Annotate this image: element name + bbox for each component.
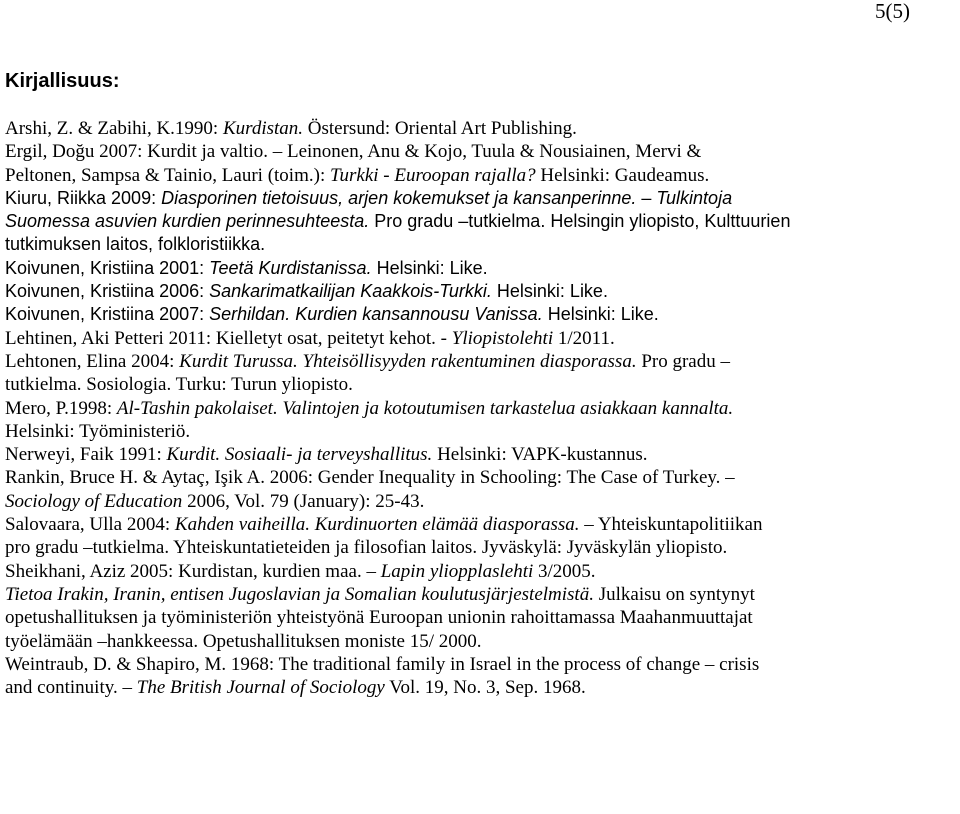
reference-text: – (636, 187, 657, 208)
reference-entry (5, 327, 960, 350)
reference-title-text: Kurdit Turussa. Yhteisöllisyyden rakentuminen diasporassa. (179, 350, 637, 372)
reference-line (5, 630, 960, 653)
reference-text: Sheikhani, Aziz 2005: Kurdistan, kurdien maa. – (5, 560, 381, 582)
reference-line (5, 280, 960, 303)
reference-text: opetushallituksen ja työministeriön yhteistyönä Euroopan unionin rahoittamassa Maahanmuuttajat (5, 607, 753, 629)
reference-title-text: Turkki - Euroopan rajalla? (329, 164, 536, 186)
reference-text: tutkielma. Sosiologia. Turku: Turun yliopisto. (5, 374, 353, 396)
reference-line (5, 536, 960, 559)
reference-text: and continuity. – (5, 677, 137, 699)
reference-title-text: Kurdistan. (222, 118, 304, 139)
reference-line (5, 187, 960, 210)
reference-text: Helsinki: VAPK-kustannus. (432, 444, 648, 466)
reference-entry (5, 257, 960, 280)
reference-text: Lehtonen, Elina 2004: (5, 350, 180, 372)
reference-title-text: Sociology of Education (5, 490, 183, 512)
reference-text: Östersund: Oriental Art Publishing. (303, 118, 577, 139)
reference-line (5, 606, 960, 629)
reference-title-text: Kurdit. Sosiaali- ja terveyshallitus. (166, 444, 433, 466)
reference-line (5, 164, 960, 187)
reference-title-text: Teetä Kurdistanissa. (209, 257, 372, 278)
reference-title-text: The British Journal of Sociology (136, 677, 385, 699)
reference-entry (5, 513, 960, 560)
reference-line (5, 466, 960, 489)
reference-line (5, 583, 960, 606)
reference-entry (5, 117, 960, 140)
reference-text: Helsinki: Työministeriö. (5, 420, 191, 442)
reference-line (5, 257, 960, 280)
reference-text: Peltonen, Sampsa & Tainio, Lauri (toim.): (5, 164, 330, 186)
reference-text: Vol. 19, No. 3, Sep. 1968. (384, 677, 586, 699)
reference-text: Salovaara, Ulla 2004: (5, 514, 175, 536)
reference-text: Koivunen, Kristiina 2007: (5, 304, 210, 325)
reference-line (5, 443, 960, 466)
reference-entry (5, 397, 960, 444)
reference-title-text: Al-Tashin pakolaiset. Valintojen ja kotoutumisen tarkastelua asiakkaan kannalta. (116, 397, 734, 419)
reference-entry (5, 280, 960, 303)
reference-line (5, 327, 960, 350)
page-title: Kirjallisuus: (5, 70, 120, 92)
reference-entry (5, 350, 960, 397)
reference-line (5, 653, 960, 676)
reference-line (5, 676, 960, 699)
reference-text: Ergil, Doğu 2007: Kurdit ja valtio. – Leinonen, Anu & Kojo, Tuula & Nousiainen, Mervi & (5, 141, 702, 163)
reference-text: Julkaisu on syntynyt (593, 583, 755, 605)
reference-line (5, 513, 960, 536)
reference-line (5, 490, 960, 513)
reference-title-text: Lapin yliopplaslehti (380, 560, 534, 582)
reference-entry (5, 443, 960, 466)
reference-text: Koivunen, Kristiina 2001: (5, 257, 210, 278)
reference-line (5, 350, 960, 373)
reference-text: Weintraub, D. & Shapiro, M. 1968: The traditional family in Israel in the process of change – crisis (5, 653, 760, 675)
reference-title-text: Sankarimatkailijan Kaakkois-Turkki. (209, 281, 492, 302)
reference-text: Koivunen, Kristiina 2006: (5, 281, 210, 302)
reference-text: Helsinki: Like. (491, 281, 608, 302)
reference-line (5, 560, 960, 583)
reference-entry (5, 187, 960, 257)
reference-title-text: Serhildan. Kurdien kansannousu Vanissa. (209, 304, 543, 325)
reference-title-text: Kahden vaiheilla. Kurdinuorten elämää diasporassa. (174, 514, 580, 536)
reference-text: Helsinki: Like. (542, 304, 659, 325)
reference-text: pro gradu –tutkielma. Yhteiskuntatieteiden ja filosofian laitos. Jyväskylä: Jyväskylän yliopisto. (5, 537, 728, 559)
reference-line (5, 420, 960, 443)
reference-text: 2006, Vol. 79 (January): 25-43. (182, 490, 425, 512)
reference-list (5, 117, 960, 699)
reference-text: työelämään –hankkeessa. Opetushallituksen moniste 15/ 2000. (5, 630, 482, 652)
reference-line (5, 140, 960, 163)
reference-text: Nerweyi, Faik 1991: (5, 444, 167, 466)
reference-line (5, 233, 960, 256)
reference-title-text: Suomessa asuvien kurdien perinnesuhteesta. (5, 211, 370, 232)
reference-title-text: Yliopistolehti (451, 327, 554, 349)
reference-text: Pro gradu – (636, 350, 730, 372)
reference-text: tutkimuksen laitos, folkloristiikka. (5, 234, 266, 255)
reference-line (5, 397, 960, 420)
reference-line (5, 210, 960, 233)
reference-text: Helsinki: Like. (371, 257, 488, 278)
reference-text: Rankin, Bruce H. & Aytaç, Işik A. 2006: Gender Inequality in Schooling: The Case of Turkey. – (5, 467, 735, 489)
reference-title-text: Tulkintoja (656, 187, 733, 208)
reference-entry (5, 140, 960, 187)
reference-line (5, 117, 960, 140)
reference-text: Kiuru, Riikka 2009: (5, 187, 162, 208)
reference-text: 1/2011. (553, 327, 615, 349)
reference-title-text: Diasporinen tietoisuus, arjen kokemukset ja kansanperinne. (161, 187, 637, 208)
reference-text: Lehtinen, Aki Petteri 2011: Kielletyt osat, peitetyt kehot. - (5, 327, 452, 349)
reference-title-text: Tietoa Irakin, Iranin, entisen Jugoslavian ja Somalian koulutusjärjestelmistä. (5, 583, 594, 605)
reference-text: Pro gradu –tutkielma. Helsingin yliopisto, Kulttuurien (369, 211, 791, 232)
reference-text: Helsinki: Gaudeamus. (535, 164, 710, 186)
reference-entry (5, 466, 960, 513)
page-number: 5(5) (875, 0, 910, 23)
reference-entry (5, 303, 960, 326)
reference-text: 3/2005. (533, 560, 596, 582)
reference-entry (5, 583, 960, 653)
reference-text: Mero, P.1998: (5, 397, 117, 419)
reference-entry (5, 560, 960, 583)
reference-entry (5, 653, 960, 700)
reference-text: – Yhteiskuntapolitiikan (579, 514, 763, 536)
reference-line (5, 373, 960, 396)
reference-text: Arshi, Z. & Zabihi, K.1990: (5, 118, 223, 139)
reference-line (5, 303, 960, 326)
